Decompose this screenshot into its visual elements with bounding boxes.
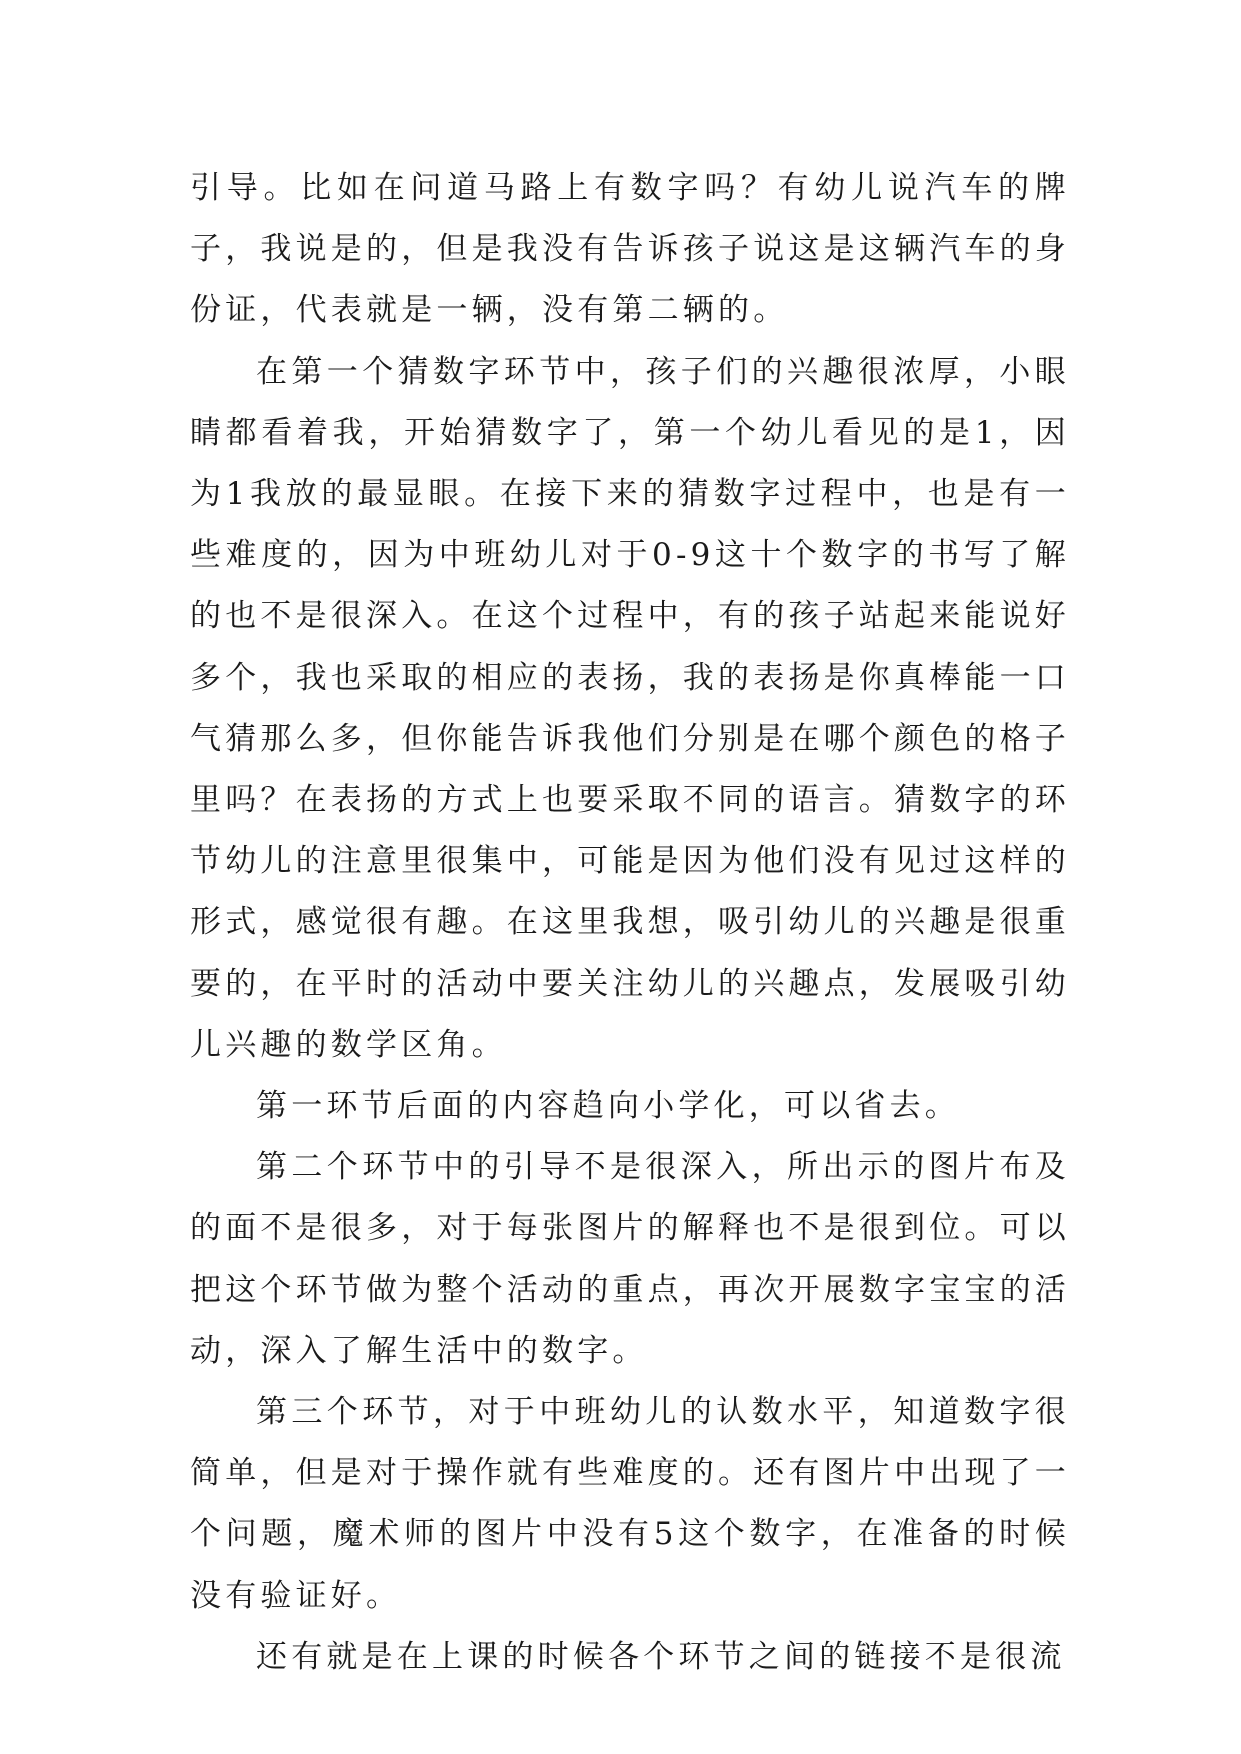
document-body: [190, 158, 1070, 1688]
paragraph-3: 第一环节后面的内容趋向小学化，可以省去。: [256, 1088, 960, 1125]
paragraph-1: 引导。比如在问道马路上有数字吗？有幼儿说汽车的牌子，我说是的，但是我没有告诉孩子说这是这辆汽车的身份证，代表就是一辆，没有第二辆的。: [190, 170, 1070, 329]
paragraph-6: 还有就是在上课的时候各个环节之间的链接不是很流: [256, 1638, 1066, 1675]
paragraph-2: 在第一个猜数字环节中，孩子们的兴趣很浓厚，小眼睛都看着我，开始猜数字了，第一个幼儿看见的是1，因为1我放的最显眼。在接下来的猜数字过程中，也是有一些难度的，因为中班幼儿对于0-9这十个数字的书写了解的也不是很深入。在这个过程中，有的孩子站起来能说好多个，我也采取的相应的表扬，我的表扬是你真棒能一口气猜那么多，但你能告诉我他们分别是在哪个颜色的格子里吗？在表扬的方式上也要采取不同的语言。猜数字的环节幼儿的注意里很集中，可能是因为他们没有见过这样的形式，感觉很有趣。在这里我想，吸引幼儿的兴趣是很重要的，在平时的活动中要关注幼儿的兴趣点，发展吸引幼儿兴趣的数学区角。: [190, 353, 1070, 1063]
paragraph-5: 第三个环节，对于中班幼儿的认数水平，知道数字很简单，但是对于操作就有些难度的。还有图片中出现了一个问题，魔术师的图片中没有5这个数字，在准备的时候没有验证好。: [190, 1394, 1070, 1614]
paragraph-4: 第二个环节中的引导不是很深入，所出示的图片布及的面不是很多，对于每张图片的解释也不是很到位。可以把这个环节做为整个活动的重点，再次开展数字宝宝的活动，深入了解生活中的数字。: [190, 1149, 1070, 1369]
